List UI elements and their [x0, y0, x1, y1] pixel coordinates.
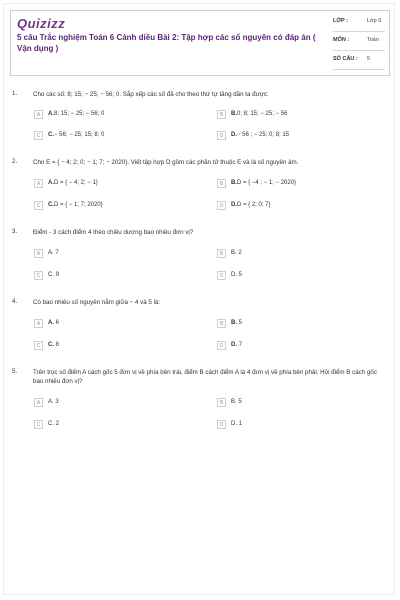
worksheet-title: 5 câu Trắc nghiệm Toán 6 Cánh diều Bài 2: Tập hợp các số nguyên có đáp án ( Vận dụng ) [17, 33, 316, 53]
option-box[interactable]: B [217, 110, 226, 119]
option-box[interactable]: C [34, 271, 43, 280]
option-box[interactable]: C [34, 420, 43, 429]
option-box[interactable]: A [34, 249, 43, 258]
option-prefix: C. [48, 202, 54, 208]
class-value: Lớp 6 [367, 18, 382, 24]
option-box[interactable]: C [34, 201, 43, 210]
quizizz-logo: Quizizz [17, 16, 66, 31]
class-label: LỚP : [333, 18, 348, 24]
question-text: Cho các số: 8; 15; − 25; − 56; 0. Sắp xếp các số đã cho theo thứ tự tăng dần ta được: [33, 91, 269, 98]
count-value: 5 [367, 56, 371, 62]
question-text: Trên trục số điểm A cách gốc 5 đơn vị về phía bên trái, điểm B cách điểm A là 4 đơn vị về phía bên phải. Hỏi điểm B cách gốc bao nhiêu đơn vị? [33, 369, 377, 385]
option-box[interactable]: C [34, 341, 43, 350]
option-prefix: C. [48, 342, 54, 348]
option-text: B. 5 [231, 399, 242, 405]
option-box[interactable]: D [217, 341, 226, 350]
option-box[interactable]: C [34, 131, 43, 140]
option-prefix: B. [231, 180, 237, 186]
option-text: D = { − 1; 7; 2020} [54, 202, 103, 208]
option-text: 8 [54, 342, 60, 348]
option-text: A. 7 [48, 250, 59, 256]
option-prefix: B. [231, 111, 237, 117]
option-prefix: D. [231, 132, 237, 138]
count-label: SỐ CÂU : [333, 56, 358, 62]
subject-label: MÔN : [333, 37, 350, 43]
question-text: Điểm - 3 cách điểm 4 theo chiều dương bao nhiêu đơn vị? [33, 229, 194, 236]
question-number: 4. [12, 298, 18, 305]
worksheet-header [10, 10, 390, 76]
option-text: − 56 ; − 25; 0; 8; 15 [237, 132, 290, 138]
option-text: 0; 8; 15; − 25; − 56 [237, 111, 288, 117]
question-text: Cho E = { − 4; 2; 0; − 1; 7; − 2020}. Viết tập hợp D gồm các phần tử thuộc E và là số nguyên âm. [33, 159, 299, 166]
option-prefix: A. [48, 320, 54, 326]
option-box[interactable]: B [217, 319, 226, 328]
option-text: D. 5 [231, 272, 243, 278]
option-text: D = { −4 ; − 1; − 2020} [237, 180, 297, 186]
option-box[interactable]: D [217, 271, 226, 280]
option-text: D. 1 [231, 421, 243, 427]
option-text: D = { 2; 0; 7} [237, 202, 271, 208]
option-box[interactable]: A [34, 398, 43, 407]
option-text: A. 3 [48, 399, 59, 405]
question-number: 3. [12, 228, 18, 235]
option-text: 5 [237, 320, 243, 326]
option-text: B. 2 [231, 250, 242, 256]
question-text: Có bao nhiêu số nguyên nằm giữa − 4 và 5 là: [33, 299, 161, 306]
option-prefix: A. [48, 111, 54, 117]
meta-class-row [333, 15, 385, 32]
option-box[interactable]: D [217, 201, 226, 210]
option-text: C. 2 [48, 421, 60, 427]
option-box[interactable]: D [217, 420, 226, 429]
option-text: D = { − 4; 2; − 1} [54, 180, 98, 186]
option-text: C. 9 [48, 272, 60, 278]
option-prefix: D. [231, 342, 237, 348]
option-box[interactable]: D [217, 131, 226, 140]
option-box[interactable]: B [217, 249, 226, 258]
question-number: 1. [12, 90, 18, 97]
option-box[interactable]: B [217, 398, 226, 407]
meta-count-row [333, 53, 385, 70]
option-box[interactable]: A [34, 319, 43, 328]
option-prefix: D. [231, 202, 237, 208]
question-number: 5. [12, 368, 18, 375]
meta-panel [333, 15, 385, 72]
option-prefix: B. [231, 320, 237, 326]
meta-subject-row [333, 34, 385, 51]
option-prefix: A. [48, 180, 54, 186]
option-prefix: C. [48, 132, 54, 138]
subject-value: Toán [367, 37, 379, 43]
option-box[interactable]: A [34, 179, 43, 188]
option-box[interactable]: B [217, 179, 226, 188]
option-text: 7 [237, 342, 243, 348]
option-text: 8; 15; − 25; − 56; 0 [54, 111, 105, 117]
question-number: 2. [12, 158, 18, 165]
option-box[interactable]: A [34, 110, 43, 119]
option-text: − 56; − 25; 15; 8; 0 [54, 132, 105, 138]
option-text: 6 [54, 320, 60, 326]
